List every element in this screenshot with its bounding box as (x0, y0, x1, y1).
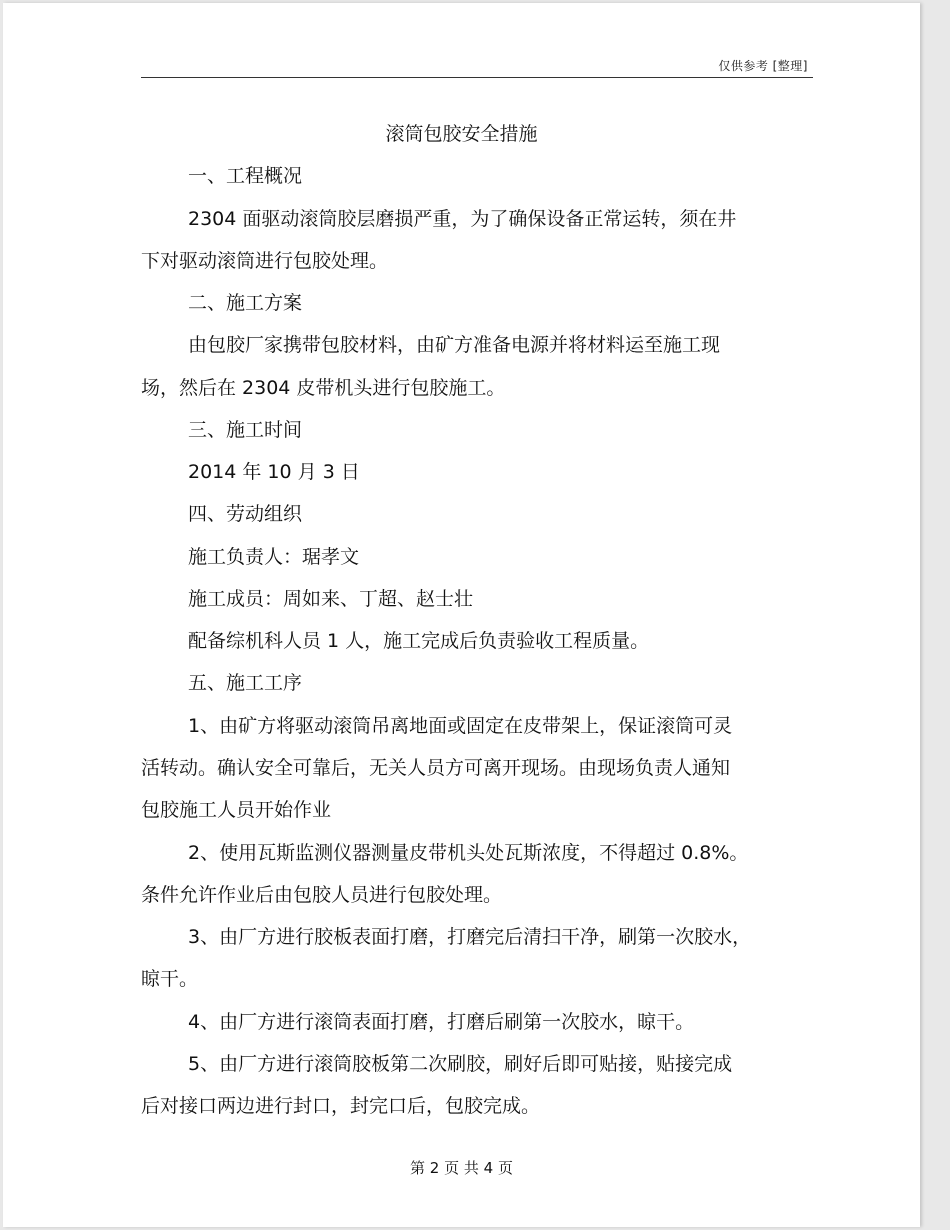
page-number: 第 2 页 共 4 页 (410, 1159, 513, 1177)
paragraph-line: 施工负责人：琚孝文 (188, 546, 360, 568)
paragraph-line: 场，然后在 2304 皮带机头进行包胶施工。 (141, 377, 506, 399)
paragraph-line: 下对驱动滚筒进行包胶处理。 (141, 250, 389, 272)
header-divider (141, 77, 813, 78)
paragraph-line: 2014 年 10 月 3 日 (188, 461, 360, 483)
document-title: 滚筒包胶安全措施 (385, 123, 538, 145)
paragraph-line: 5、由厂方进行滚筒胶板第二次刷胶，刷好后即可贴接，贴接完成 (188, 1053, 733, 1075)
paragraph-line: 包胶施工人员开始作业 (141, 799, 332, 821)
section-heading: 二、施工方案 (188, 292, 303, 314)
paragraph-line: 晾干。 (141, 968, 199, 990)
document-page (3, 3, 920, 1227)
paragraph-line: 后对接口两边进行封口，封完口后，包胶完成。 (141, 1095, 541, 1117)
paragraph-line: 由包胶厂家携带包胶材料，由矿方准备电源并将材料运至施工现 (188, 334, 721, 356)
section-heading: 四、劳动组织 (188, 503, 303, 525)
paragraph-line: 3、由厂方进行胶板表面打磨，打磨完后清扫干净，刷第一次胶水， (188, 926, 752, 948)
section-heading: 五、施工工序 (188, 672, 303, 694)
paragraph-line: 活转动。确认安全可靠后，无关人员方可离开现场。由现场负责人通知 (141, 757, 731, 779)
paragraph-line: 条件允许作业后由包胶人员进行包胶处理。 (141, 884, 503, 906)
paragraph-line: 施工成员：周如来、丁超、赵士壮 (188, 588, 474, 610)
paragraph-line: 2、使用瓦斯监测仪器测量皮带机头处瓦斯浓度，不得超过 0.8%。 (188, 842, 749, 864)
header-note: 仅供参考 [整理] (718, 59, 808, 73)
section-heading: 一、工程概况 (188, 165, 303, 187)
section-heading: 三、施工时间 (188, 419, 303, 441)
paragraph-line: 2304 面驱动滚筒胶层磨损严重，为了确保设备正常运转，须在井 (188, 208, 737, 230)
paragraph-line: 4、由厂方进行滚筒表面打磨，打磨后刷第一次胶水，晾干。 (188, 1011, 695, 1033)
paragraph-line: 配备综机科人员 1 人，施工完成后负责验收工程质量。 (188, 630, 650, 652)
paragraph-line: 1、由矿方将驱动滚筒吊离地面或固定在皮带架上，保证滚筒可灵 (188, 715, 733, 737)
